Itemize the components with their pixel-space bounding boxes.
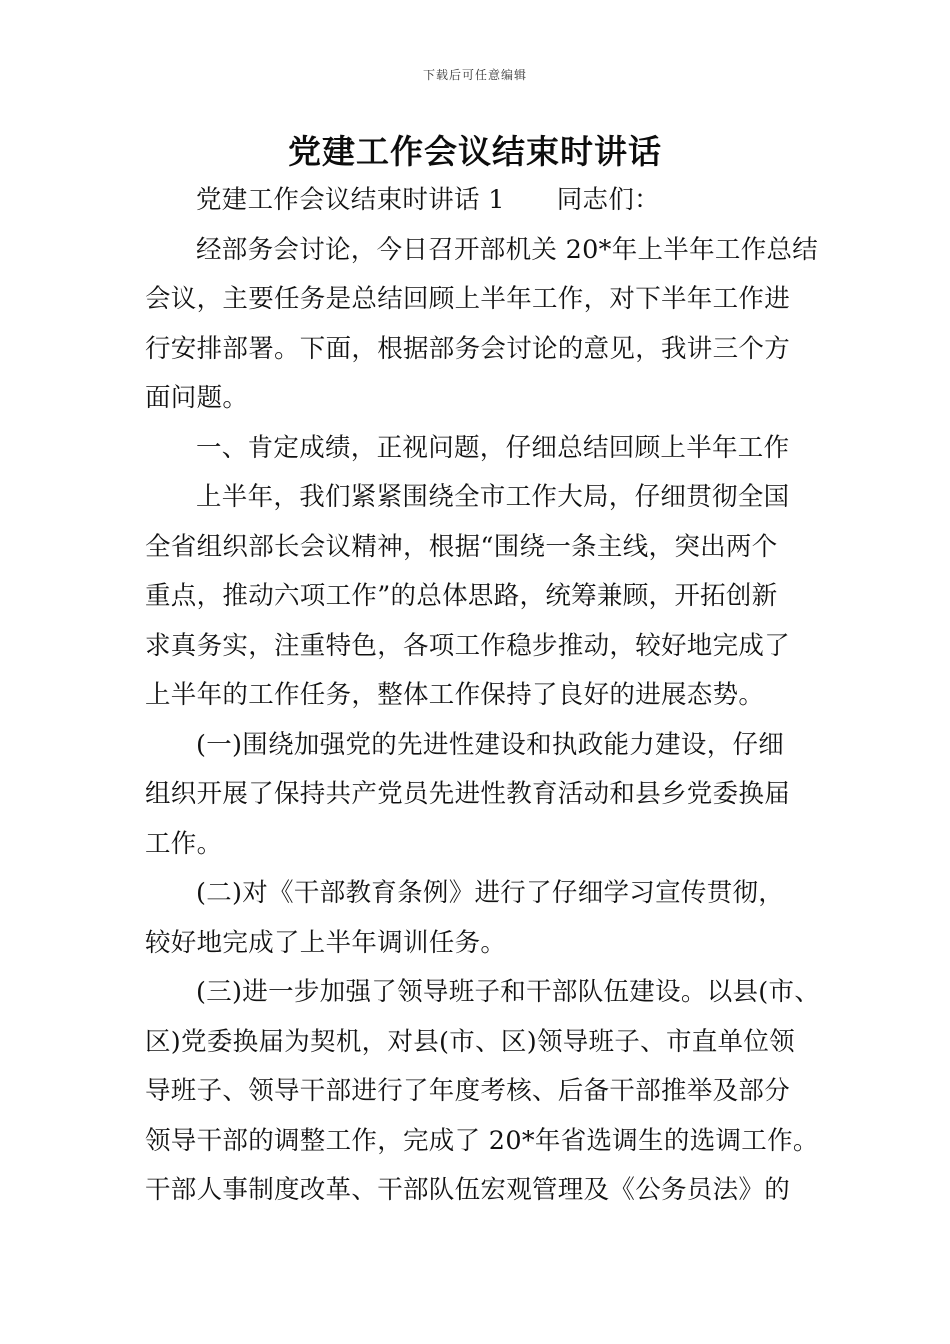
- paragraph-line: 区)党委换届为契机，对县(市、区)领导班子、市直单位领: [145, 1026, 795, 1057]
- paragraph-line: (一)围绕加强党的先进性建设和执政能力建设，仔细: [196, 729, 785, 760]
- paragraph-2: [145, 473, 835, 721]
- intro-line: [145, 176, 835, 226]
- header-note: 下载后可任意编辑: [422, 68, 527, 82]
- paragraph-line: 干部人事制度改革、干部队伍宏观管理及《公务员法》的: [145, 1175, 791, 1205]
- paragraph-line: (三)进一步加强了领导班子和干部队伍建设。以县(市、: [196, 977, 821, 1007]
- paragraph-line: 全省组织部长会议精神，根据“围绕一条主线，突出两个: [145, 531, 778, 562]
- paragraph-line: 经部务会讨论，今日召开部机关 20*年上半年工作总结: [196, 234, 819, 265]
- section-heading-line: 一、肯定成绩，正视问题，仔细总结回顾上半年工作: [196, 432, 790, 463]
- intro-title: 党建工作会议结束时讲话 1: [196, 185, 505, 215]
- paragraph-line: 重点，推动六项工作”的总体思路，统筹兼顾，开拓创新: [145, 581, 778, 611]
- paragraph-line: 组织开展了保持共产党员先进性教育活动和县乡党委换届: [145, 779, 791, 809]
- paragraph-line: 上半年，我们紧紧围绕全市工作大局，仔细贯彻全国: [196, 482, 790, 512]
- intro-paragraph: [145, 176, 835, 226]
- section-heading-1: [145, 424, 835, 474]
- paragraph-3: [145, 721, 835, 870]
- paragraph-line: 上半年的工作任务，整体工作保持了良好的进展态势。: [145, 680, 765, 710]
- document-body: [145, 176, 835, 1216]
- salutation: 同志们：: [556, 185, 660, 215]
- page-title: 党建工作会议结束时讲话: [288, 132, 662, 171]
- paragraph-4: [145, 869, 835, 968]
- paragraph-line: 工作。: [145, 828, 223, 859]
- paragraph-line: 会议，主要任务是总结回顾上半年工作，对下半年工作进: [145, 284, 791, 314]
- paragraph-line: 面问题。: [145, 383, 249, 413]
- paragraph-line: 领导干部的调整工作，完成了 20*年省选调生的选调工作。: [145, 1125, 819, 1156]
- paragraph-5: [145, 968, 835, 1216]
- paragraph-1: [145, 226, 835, 424]
- paragraph-line: (二)对《干部教育条例》进行了仔细学习宣传贯彻，: [196, 878, 785, 908]
- paragraph-line: 行安排部署。下面，根据部务会讨论的意见，我讲三个方: [145, 333, 791, 364]
- paragraph-line: 求真务实，注重特色，各项工作稳步推动，较好地完成了: [145, 630, 791, 661]
- paragraph-line: 导班子、领导干部进行了年度考核、后备干部推举及部分: [145, 1076, 791, 1106]
- paragraph-line: 较好地完成了上半年调训任务。: [145, 927, 507, 958]
